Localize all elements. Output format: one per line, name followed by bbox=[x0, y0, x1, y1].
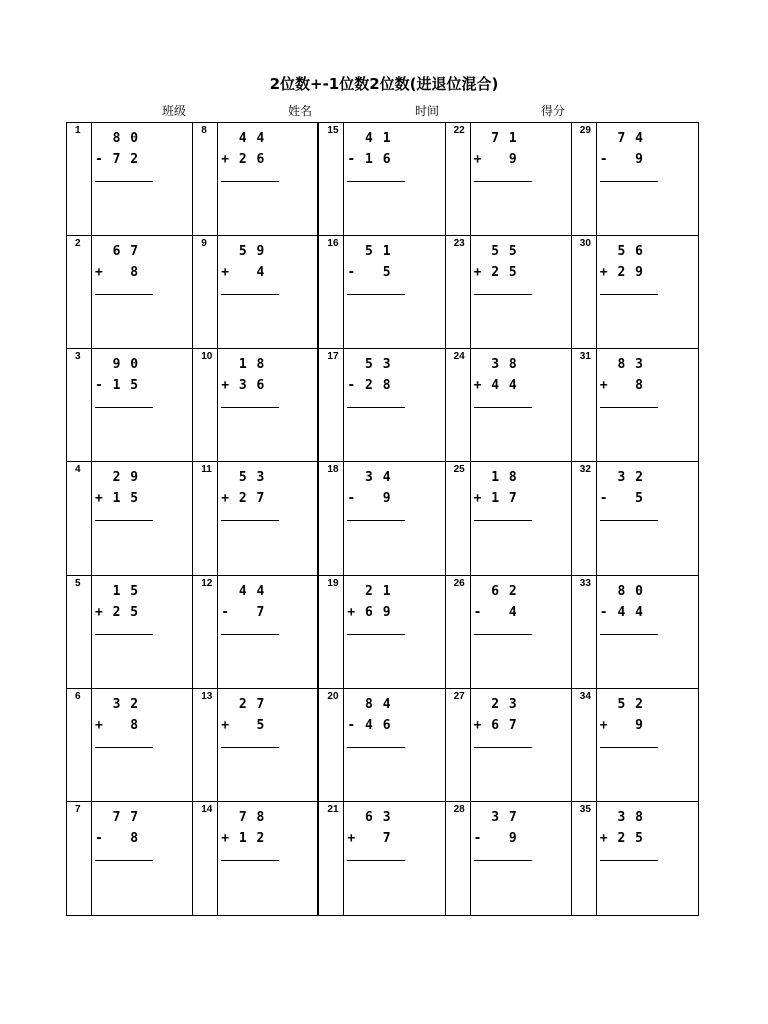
operator-and-second-operand: - 4 6 bbox=[347, 717, 392, 733]
operator-and-second-operand: + 5 bbox=[221, 717, 266, 733]
problem-number: 29 bbox=[579, 125, 591, 136]
answer-line bbox=[221, 634, 279, 635]
problem-number-column bbox=[319, 576, 344, 688]
operator-and-second-operand: + 8 bbox=[599, 378, 644, 394]
problem-cell bbox=[67, 123, 193, 236]
answer-line bbox=[600, 634, 658, 635]
problem-number-column bbox=[446, 123, 471, 235]
first-operand: 7 8 bbox=[221, 809, 266, 825]
problem-cell bbox=[319, 802, 445, 915]
problem-cell bbox=[67, 349, 193, 462]
problem-number: 7 bbox=[75, 803, 81, 815]
problem-number: 34 bbox=[579, 690, 591, 702]
operator-and-second-operand: + 9 bbox=[473, 152, 518, 167]
first-operand: 3 8 bbox=[473, 357, 518, 373]
problem-number-column bbox=[319, 349, 344, 461]
problem-number-column bbox=[446, 349, 471, 461]
problem-cell bbox=[67, 236, 193, 349]
problem-number-column bbox=[67, 123, 92, 235]
problem-number: 8 bbox=[201, 125, 207, 136]
problem-number-column bbox=[572, 123, 597, 235]
first-operand: 1 8 bbox=[473, 470, 518, 486]
problem-number-column bbox=[67, 236, 92, 348]
answer-line bbox=[474, 181, 532, 182]
first-operand: 3 8 bbox=[599, 809, 644, 825]
answer-line bbox=[474, 747, 532, 748]
problem-number-column bbox=[67, 576, 92, 688]
first-operand: 4 4 bbox=[221, 131, 266, 146]
problem-number: 13 bbox=[201, 690, 213, 702]
problem-cell bbox=[319, 689, 445, 802]
problem-number-column bbox=[319, 462, 344, 574]
first-operand: 5 3 bbox=[347, 357, 392, 373]
time-label: 时间 bbox=[415, 104, 440, 118]
problem-number: 23 bbox=[453, 238, 465, 250]
problem-number-column bbox=[572, 576, 597, 688]
answer-line bbox=[600, 294, 658, 295]
problem-number-column bbox=[572, 462, 597, 574]
first-operand: 6 7 bbox=[95, 244, 140, 260]
worksheet-title: 2位数+-1位数2位数(进退位混合) bbox=[269, 75, 499, 93]
name-label: 姓名 bbox=[288, 104, 313, 118]
first-operand: 4 1 bbox=[347, 131, 392, 146]
answer-line bbox=[474, 294, 532, 295]
operator-and-second-operand: - 4 4 bbox=[599, 604, 644, 620]
problem-number-column bbox=[319, 123, 344, 235]
problem-number-column bbox=[193, 802, 218, 915]
answer-line bbox=[221, 407, 279, 408]
answer-line bbox=[474, 634, 532, 635]
answer-line bbox=[600, 181, 658, 182]
problem-number: 1 bbox=[75, 125, 81, 136]
problem-number: 17 bbox=[327, 351, 339, 363]
problem-cell bbox=[572, 236, 698, 349]
problem-number-column bbox=[193, 689, 218, 801]
problem-number-column bbox=[446, 576, 471, 688]
operator-and-second-operand: + 2 5 bbox=[473, 265, 518, 281]
first-operand: 5 5 bbox=[473, 244, 518, 260]
problem-cell bbox=[572, 576, 698, 689]
problem-cell bbox=[319, 123, 445, 236]
first-operand: 1 8 bbox=[221, 357, 266, 373]
problem-number-column bbox=[193, 349, 218, 461]
first-operand: 8 0 bbox=[95, 131, 140, 146]
operator-and-second-operand: - 8 bbox=[95, 830, 140, 846]
problem-cell bbox=[67, 802, 193, 915]
problem-number: 3 bbox=[75, 351, 81, 363]
problem-number-column bbox=[67, 802, 92, 915]
answer-line bbox=[474, 860, 532, 861]
answer-line bbox=[347, 747, 405, 748]
first-operand: 9 0 bbox=[95, 357, 140, 373]
problem-number-column bbox=[193, 576, 218, 688]
problem-number-column bbox=[67, 689, 92, 801]
problem-number-column bbox=[446, 802, 471, 915]
problem-number-column bbox=[572, 689, 597, 801]
problem-grid bbox=[66, 122, 699, 916]
answer-line bbox=[347, 407, 405, 408]
first-operand: 5 6 bbox=[599, 244, 644, 260]
problem-number: 4 bbox=[75, 464, 81, 476]
answer-line bbox=[600, 747, 658, 748]
problem-number: 18 bbox=[327, 464, 339, 476]
answer-line bbox=[221, 747, 279, 748]
problem-number: 10 bbox=[201, 351, 213, 363]
problem-cell bbox=[572, 689, 698, 802]
first-operand: 3 2 bbox=[599, 470, 644, 486]
answer-line bbox=[347, 860, 405, 861]
problem-number: 20 bbox=[327, 690, 339, 702]
operator-and-second-operand: + 1 7 bbox=[473, 491, 518, 507]
answer-line bbox=[221, 181, 279, 182]
operator-and-second-operand: - 5 bbox=[347, 265, 392, 281]
problem-cell bbox=[319, 349, 445, 462]
first-operand: 3 2 bbox=[95, 696, 140, 712]
operator-and-second-operand: + 2 6 bbox=[221, 152, 266, 167]
problem-cell bbox=[67, 689, 193, 802]
operator-and-second-operand: + 4 4 bbox=[473, 378, 518, 394]
problem-number: 6 bbox=[75, 690, 81, 702]
problem-number-column bbox=[446, 689, 471, 801]
problem-cell bbox=[193, 349, 319, 462]
first-operand: 5 1 bbox=[347, 244, 392, 260]
first-operand: 1 5 bbox=[95, 583, 140, 599]
problem-number: 33 bbox=[579, 577, 591, 589]
answer-line bbox=[600, 520, 658, 521]
operator-and-second-operand: + 8 bbox=[95, 265, 140, 281]
first-operand: 3 7 bbox=[473, 809, 518, 825]
problem-cell bbox=[446, 123, 572, 236]
first-operand: 2 3 bbox=[473, 696, 518, 712]
problem-number-column bbox=[572, 802, 597, 915]
answer-line bbox=[347, 520, 405, 521]
operator-and-second-operand: + 4 bbox=[221, 265, 266, 281]
problem-number-column bbox=[319, 802, 344, 915]
problem-cell bbox=[193, 123, 319, 236]
answer-line bbox=[600, 860, 658, 861]
problem-cell bbox=[446, 236, 572, 349]
operator-and-second-operand: + 2 5 bbox=[95, 604, 140, 620]
problem-cell bbox=[193, 576, 319, 689]
operator-and-second-operand: - 9 bbox=[347, 491, 392, 507]
problem-cell bbox=[193, 689, 319, 802]
problem-number-column bbox=[193, 236, 218, 348]
problem-cell bbox=[193, 462, 319, 575]
first-operand: 3 4 bbox=[347, 470, 392, 486]
problem-cell bbox=[193, 236, 319, 349]
first-operand: 8 4 bbox=[347, 696, 392, 712]
problem-cell bbox=[446, 802, 572, 915]
problem-number-column bbox=[193, 462, 218, 574]
operator-and-second-operand: - 4 bbox=[473, 604, 518, 620]
answer-line bbox=[347, 294, 405, 295]
answer-line bbox=[95, 181, 153, 182]
answer-line bbox=[95, 860, 153, 861]
operator-and-second-operand: + 6 7 bbox=[473, 717, 518, 733]
operator-and-second-operand: + 2 7 bbox=[221, 491, 266, 507]
operator-and-second-operand: + 2 5 bbox=[599, 830, 644, 846]
operator-and-second-operand: + 1 5 bbox=[95, 491, 140, 507]
score-label: 得分 bbox=[541, 104, 566, 118]
problem-cell bbox=[67, 462, 193, 575]
operator-and-second-operand: + 1 2 bbox=[221, 830, 266, 846]
problem-number: 25 bbox=[453, 464, 465, 476]
operator-and-second-operand: - 1 5 bbox=[95, 378, 140, 394]
operator-and-second-operand: + 3 6 bbox=[221, 378, 266, 394]
first-operand: 6 2 bbox=[473, 583, 518, 599]
first-operand: 7 4 bbox=[599, 131, 644, 146]
problem-cell bbox=[319, 576, 445, 689]
problem-number: 16 bbox=[327, 238, 339, 250]
problem-cell bbox=[572, 802, 698, 915]
problem-cell bbox=[446, 576, 572, 689]
class-label: 班级 bbox=[162, 104, 187, 118]
problem-number-column bbox=[446, 462, 471, 574]
problem-cell bbox=[319, 462, 445, 575]
problem-cell bbox=[319, 236, 445, 349]
problem-number-column bbox=[67, 349, 92, 461]
operator-and-second-operand: + 8 bbox=[95, 717, 140, 733]
answer-line bbox=[95, 407, 153, 408]
operator-and-second-operand: + 7 bbox=[347, 830, 392, 846]
operator-and-second-operand: - 5 bbox=[599, 491, 644, 507]
operator-and-second-operand: + 9 bbox=[599, 717, 644, 733]
problem-number: 30 bbox=[579, 238, 591, 250]
problem-cell bbox=[67, 576, 193, 689]
problem-number: 15 bbox=[327, 125, 339, 136]
answer-line bbox=[474, 407, 532, 408]
answer-line bbox=[347, 181, 405, 182]
problem-number: 28 bbox=[453, 803, 465, 815]
problem-number: 26 bbox=[453, 577, 465, 589]
problem-number-column bbox=[319, 689, 344, 801]
first-operand: 8 3 bbox=[599, 357, 644, 373]
first-operand: 8 0 bbox=[599, 583, 644, 599]
operator-and-second-operand: - 9 bbox=[473, 830, 518, 846]
operator-and-second-operand: - 1 6 bbox=[347, 152, 392, 167]
problem-cell bbox=[572, 462, 698, 575]
first-operand: 2 1 bbox=[347, 583, 392, 599]
first-operand: 5 9 bbox=[221, 244, 266, 260]
problem-number: 19 bbox=[327, 577, 339, 589]
problem-number: 11 bbox=[201, 464, 212, 476]
problem-number-column bbox=[67, 462, 92, 574]
problem-number-column bbox=[319, 236, 344, 348]
first-operand: 5 3 bbox=[221, 470, 266, 486]
problem-cell bbox=[446, 349, 572, 462]
first-operand: 7 7 bbox=[95, 809, 140, 825]
problem-number: 21 bbox=[327, 803, 339, 815]
answer-line bbox=[474, 520, 532, 521]
answer-line bbox=[221, 520, 279, 521]
problem-cell bbox=[446, 462, 572, 575]
answer-line bbox=[95, 520, 153, 521]
problem-number-column bbox=[572, 236, 597, 348]
problem-number: 35 bbox=[579, 803, 591, 815]
first-operand: 6 3 bbox=[347, 809, 392, 825]
problem-number: 27 bbox=[453, 690, 465, 702]
answer-line bbox=[95, 294, 153, 295]
first-operand: 2 9 bbox=[95, 470, 140, 486]
problem-number: 12 bbox=[201, 577, 213, 589]
first-operand: 5 2 bbox=[599, 696, 644, 712]
problem-cell bbox=[446, 689, 572, 802]
problem-number: 5 bbox=[75, 577, 81, 589]
answer-line bbox=[600, 407, 658, 408]
problem-number: 9 bbox=[201, 238, 207, 250]
problem-number: 24 bbox=[453, 351, 465, 363]
problem-number: 31 bbox=[579, 351, 591, 363]
problem-number-column bbox=[446, 236, 471, 348]
operator-and-second-operand: - 2 8 bbox=[347, 378, 392, 394]
problem-cell bbox=[193, 802, 319, 915]
first-operand: 4 4 bbox=[221, 583, 266, 599]
problem-number: 2 bbox=[75, 238, 81, 250]
operator-and-second-operand: + 6 9 bbox=[347, 604, 392, 620]
problem-number: 32 bbox=[579, 464, 591, 476]
answer-line bbox=[221, 294, 279, 295]
problem-number: 14 bbox=[201, 803, 213, 815]
problem-number-column bbox=[193, 123, 218, 235]
answer-line bbox=[221, 860, 279, 861]
problem-cell bbox=[572, 123, 698, 236]
operator-and-second-operand: - 7 bbox=[221, 604, 266, 620]
answer-line bbox=[95, 634, 153, 635]
answer-line bbox=[95, 747, 153, 748]
problem-cell bbox=[572, 349, 698, 462]
operator-and-second-operand: - 7 2 bbox=[95, 152, 140, 167]
operator-and-second-operand: + 2 9 bbox=[599, 265, 644, 281]
problem-number: 22 bbox=[453, 125, 465, 136]
first-operand: 2 7 bbox=[221, 696, 266, 712]
problem-number-column bbox=[572, 349, 597, 461]
first-operand: 7 1 bbox=[473, 131, 518, 146]
operator-and-second-operand: - 9 bbox=[599, 152, 644, 167]
answer-line bbox=[347, 634, 405, 635]
